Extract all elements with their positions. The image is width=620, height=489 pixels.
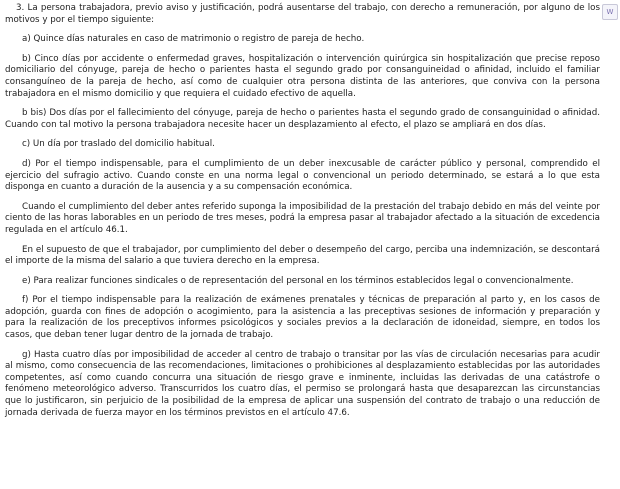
paragraph-f: f) Por el tiempo indispensable para la realización de exámenes prenatales y técnicas de preparación al parto y, en los casos de adopción, guarda con fines de adopción o acogimiento, para la asistencia a las preceptivas sesiones de información y preparación y para la realización de los preceptivos informes psicológicos y sociales previos a la declaración de idoneidad, siempre, en todos los casos, que deban tener lugar dentro de la jornada de trabajo.	[5, 295, 600, 341]
document-icon[interactable]	[602, 4, 618, 20]
paragraph-c: c) Un día por traslado del domicilio habitual.	[22, 139, 215, 150]
paragraph-intro: 3. La persona trabajadora, previo aviso y justificación, podrá ausentarse del trabajo, con derecho a remuneración, por alguno de los motivos y por el tiempo siguiente:	[5, 3, 600, 25]
paragraph-a: a) Quince días naturales en caso de matrimonio o registro de pareja de hecho.	[22, 34, 365, 45]
paragraph-d: d) Por el tiempo indispensable, para el cumplimiento de un deber inexcusable de carácter público y personal, comprendido el ejercicio del sufragio activo. Cuando conste en una norma legal o convencional un periodo determinado, se estará a lo que esta disponga en cuanto a duración de la ausencia y a su compensación económica.	[5, 158, 600, 193]
paragraph-b-bis: b bis) Dos días por el fallecimiento del cónyuge, pareja de hecho o parientes hasta el segundo grado de consanguinidad o afinidad. Cuando con tal motivo la persona trabajadora necesite hacer un desplazamiento al efecto, el plazo se ampliará en dos días.	[5, 108, 600, 130]
side-tool-label: W	[606, 8, 614, 16]
document-body	[5, 3, 600, 427]
paragraph-e: e) Para realizar funciones sindicales o de representación del personal en los términos establecidos legal o convencionalmente.	[22, 275, 574, 286]
paragraph-d-excedencia: Cuando el cumplimiento del deber antes referido suponga la imposibilidad de la prestación del trabajo debido en más del veinte por ciento de las horas laborables en un periodo de tres meses, podrá la empresa pasar al trabajador afectado a la situación de excedencia regulada en el artículo 46.1.	[5, 201, 600, 235]
paragraph-g: g) Hasta cuatro días por imposibilidad de acceder al centro de trabajo o transitar por las vías de circulación necesarias para acudir al mismo, como consecuencia de las recomendaciones, limitaciones o prohibiciones al desplazamiento establecidas por las autoridades competentes, así como cuando concurra una situación de riesgo grave e inminente, incluidas las derivadas de una catástrofe o fenómeno meteorológico adverso. Transcurridos los cuatro días, el permiso se prolongará hasta que desaparezcan las circunstancias que lo justificaron, sin perjuicio de la posibilidad de la empresa de aplicar una suspensión del contrato de trabajo o una reducción de jornada derivada de fuerza mayor en los términos previstos en el artículo 47.6.	[5, 349, 600, 418]
paragraph-b: b) Cinco días por accidente o enfermedad graves, hospitalización o intervención quirúrgica sin hospitalización que precise reposo domiciliario del cónyuge, pareja de hecho o parientes hasta el segundo grado por consanguineidad o afinidad, incluido el familiar consanguíneo de la pareja de hecho, así como de cualquier otra persona distinta de las anteriores, que conviva con la persona trabajadora en el mismo domicilio y que requiera el cuidado efectivo de aquella.	[5, 53, 600, 99]
paragraph-d-indemnizacion: En el supuesto de que el trabajador, por cumplimiento del deber o desempeño del cargo, perciba una indemnización, se descontará el importe de la misma del salario a que tuviera derecho en la empresa.	[5, 244, 600, 267]
